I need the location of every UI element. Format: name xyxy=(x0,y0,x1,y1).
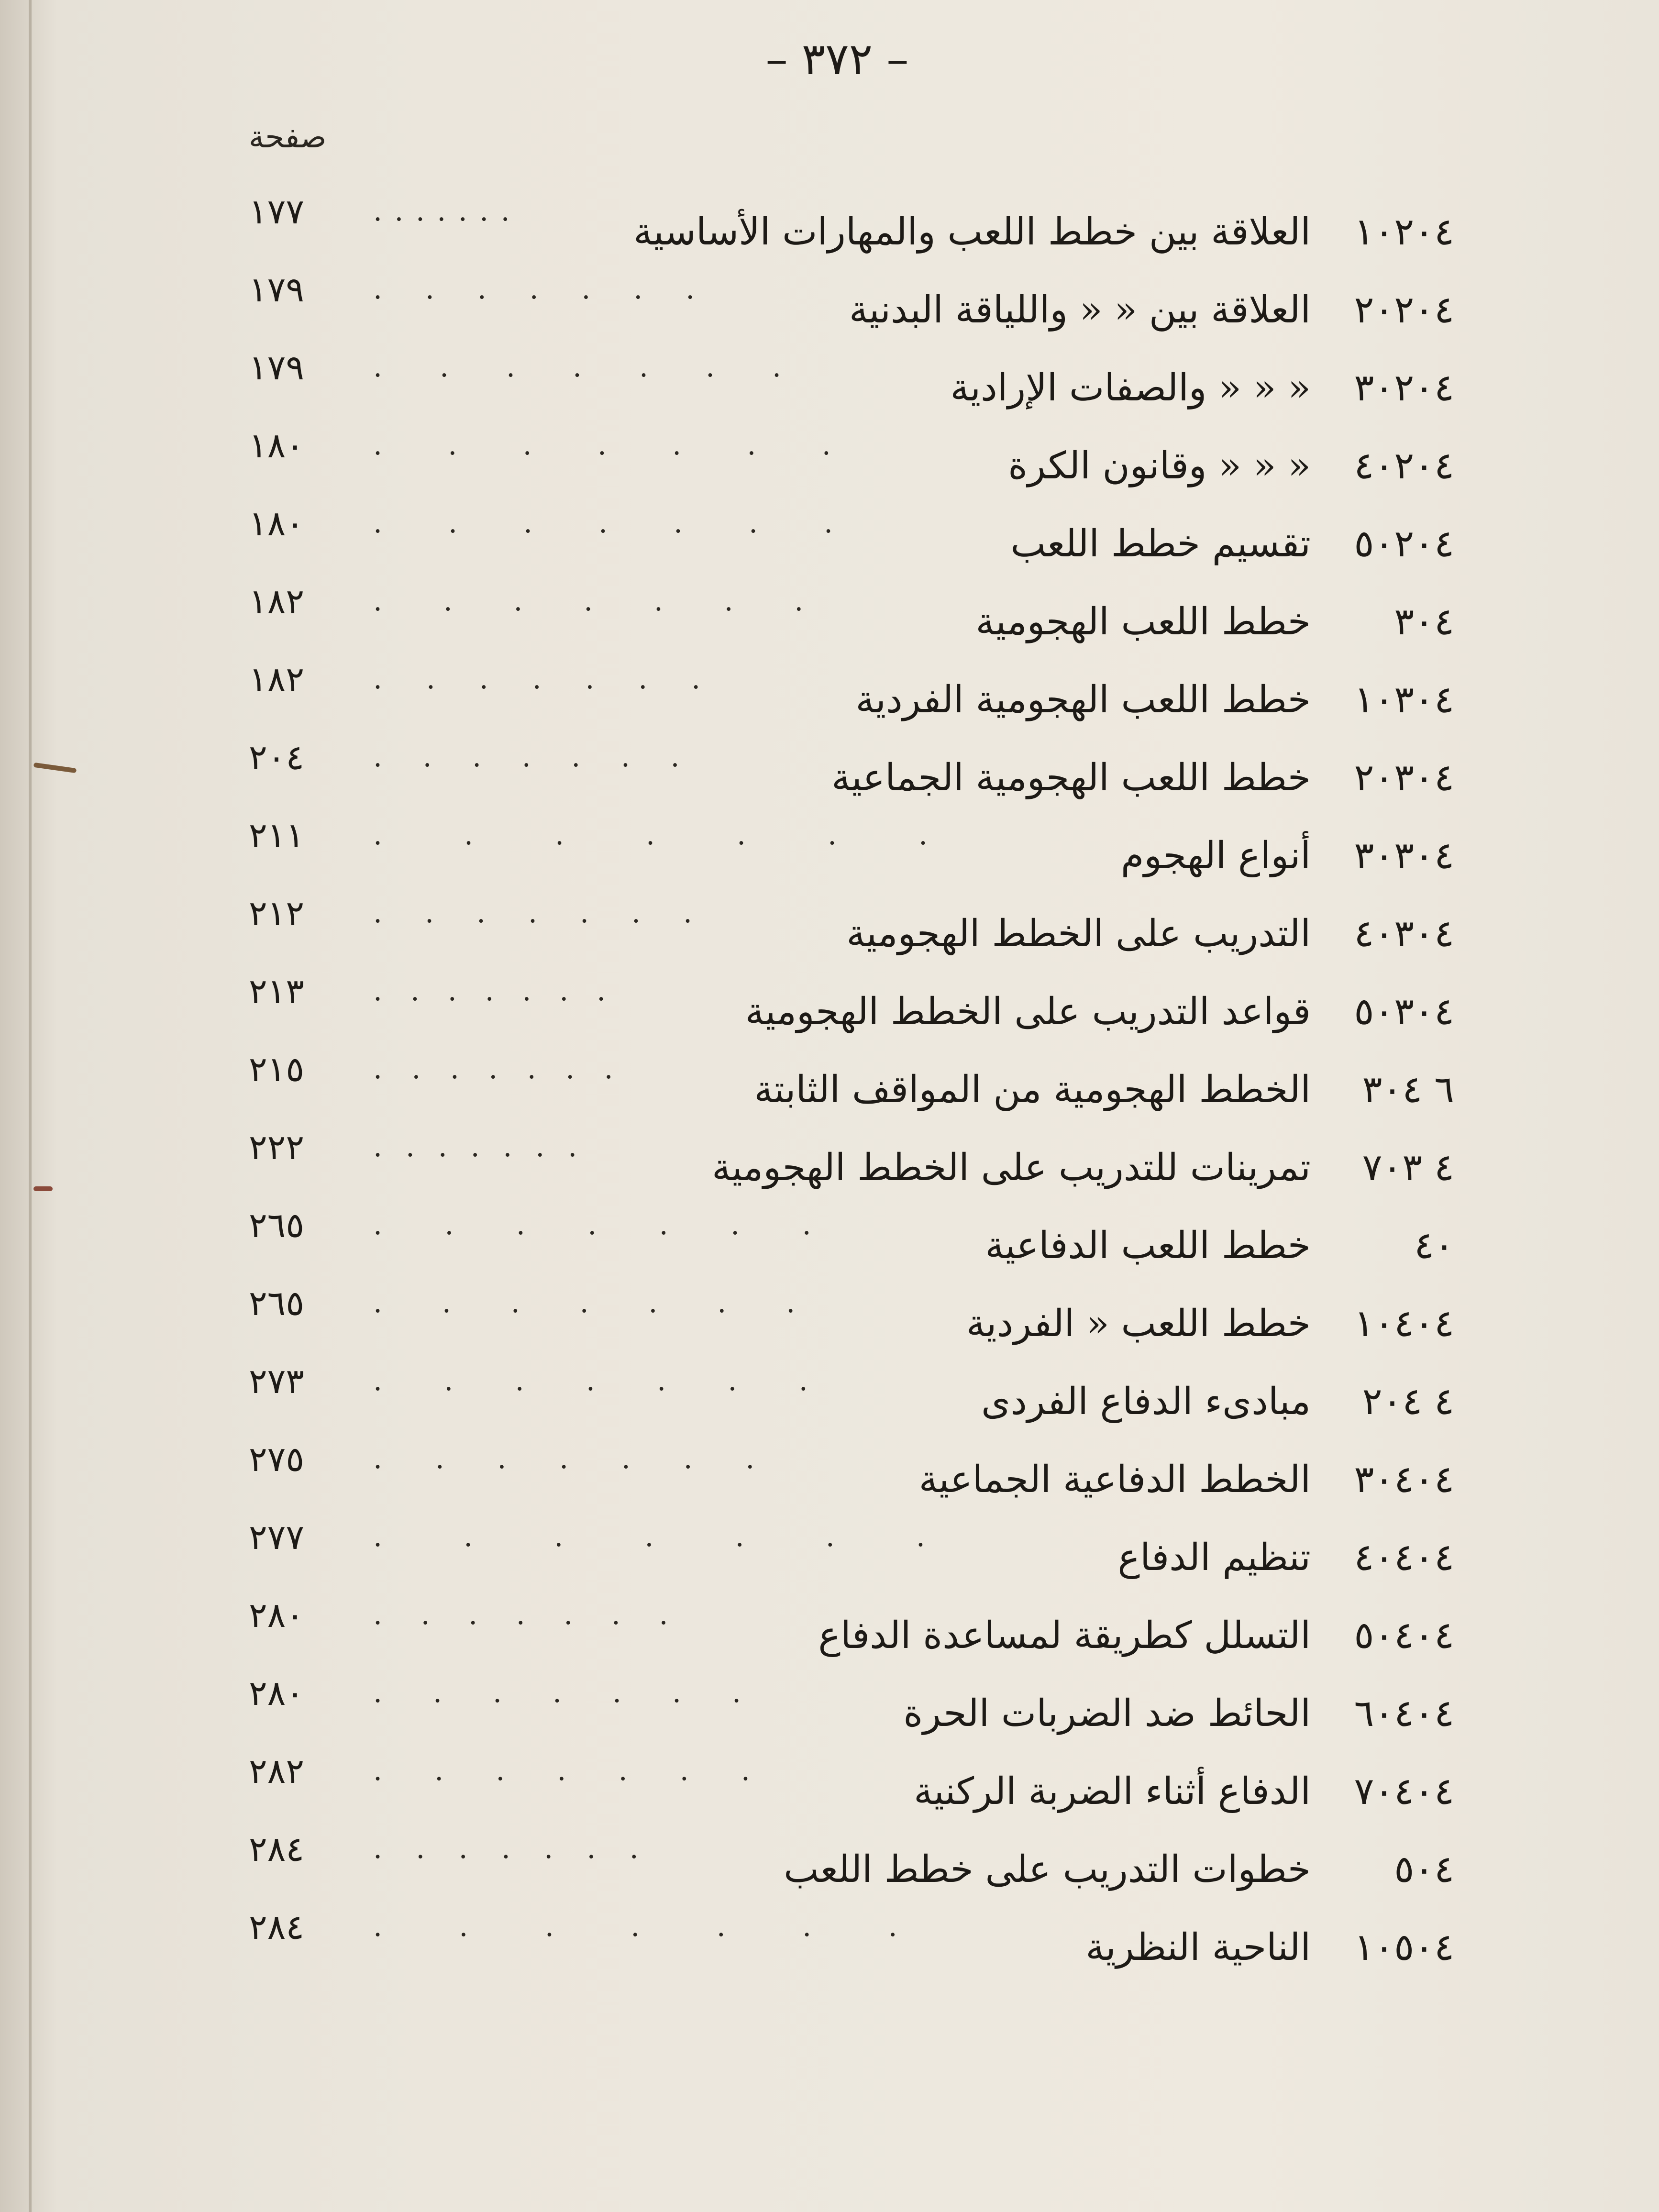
toc-section-number: ١٠٢٠٤ xyxy=(1354,210,1454,254)
toc-row xyxy=(249,1673,1454,1745)
toc-row xyxy=(249,1361,1454,1433)
toc-entry xyxy=(849,288,1454,332)
toc-section-number: ٥٠٢٠٤ xyxy=(1354,522,1454,565)
toc-leader-dots: . . . . . . . xyxy=(373,1286,821,1315)
toc-entry xyxy=(1010,522,1454,565)
toc-page-number: ٢١٥ xyxy=(249,1049,305,1089)
toc-leader-dots: . . . . . . . xyxy=(373,584,830,613)
toc-entry xyxy=(818,1614,1454,1657)
toc-page-number: ١٨٠ xyxy=(249,425,305,465)
toc-section-title: الخطط الدفاعية الجماعية xyxy=(918,1458,1311,1501)
toc-entry xyxy=(846,912,1454,955)
toc-section-number: ٤٠٢٠٤ xyxy=(1354,444,1454,487)
toc-leader-dots: . . . . . . . xyxy=(373,1364,834,1393)
toc-leader-dots: . . . . . . . xyxy=(373,1598,683,1626)
toc-page-number: ٢١١ xyxy=(249,815,305,855)
toc-entry xyxy=(754,1068,1454,1111)
toc-leader-dots: . . . . . . . xyxy=(373,974,616,1003)
toc-page-number: ٢٦٥ xyxy=(249,1205,305,1245)
toc-entry xyxy=(745,990,1454,1033)
toc-page-number: ٢٧٥ xyxy=(249,1439,305,1479)
toc-section-number: ١٠٤٠٤ xyxy=(1354,1302,1454,1345)
toc-section-title: خطط اللعب الهجومية xyxy=(975,600,1311,643)
toc-leader-dots: . . . . . . . xyxy=(373,194,511,223)
toc-row xyxy=(249,347,1454,419)
toc-row xyxy=(249,1517,1454,1589)
toc-entry xyxy=(1118,1536,1454,1579)
toc-page-number: ٢١٣ xyxy=(249,971,305,1011)
toc-leader-dots: . . . . . . . xyxy=(373,1208,838,1237)
toc-leader-dots: . . . . . . . xyxy=(373,1676,762,1704)
toc-section-number: ٥٠٤٠٤ xyxy=(1354,1614,1454,1657)
toc-leader-dots: . . . . . . . xyxy=(373,428,859,457)
toc-section-title: التسلل كطريقة لمساعدة الدفاع xyxy=(818,1614,1311,1657)
toc-row xyxy=(249,971,1454,1043)
toc-entry xyxy=(951,366,1455,409)
toc-leader-dots: . . . . . . . xyxy=(373,1442,777,1471)
toc-section-number: ٧٠٤٠٤ xyxy=(1354,1770,1454,1813)
toc-section-number: ٤٠٣٠٤ xyxy=(1354,912,1454,955)
toc-entry xyxy=(919,1458,1454,1501)
toc-section-number: ١٠٥٠٤ xyxy=(1354,1926,1454,1969)
toc-section-number: ٢٠٢٠٤ xyxy=(1354,288,1454,332)
toc-section-title: خطط اللعب الدفاعية xyxy=(985,1224,1311,1267)
toc-section-number: ٦٠٤٠٤ xyxy=(1354,1692,1454,1735)
toc-section-number: ٥٠٣٠٤ xyxy=(1354,990,1454,1033)
toc-section-title: العلاقة بين « « واللياقة البدنية xyxy=(849,288,1311,332)
toc-page-number: ٢٢٢ xyxy=(249,1127,305,1167)
toc-leader-dots: . . . . . . . xyxy=(373,1832,651,1860)
toc-page-number: ٢١٢ xyxy=(249,893,305,933)
toc-leader-dots: . . . . . . . xyxy=(373,1910,931,1938)
toc-entry xyxy=(914,1770,1454,1813)
toc-section-title: أنواع الهجوم xyxy=(1120,834,1311,877)
toc-section-title: « « « والصفات الإرادية xyxy=(950,366,1311,409)
toc-page-number: ٢٨٢ xyxy=(249,1751,305,1791)
toc-page-number: ٢٦٥ xyxy=(249,1283,305,1323)
toc-row xyxy=(249,1595,1454,1667)
page-number: – ٣٧٢ – xyxy=(765,33,909,85)
toc-page-number: ١٧٩ xyxy=(249,347,305,387)
toc-page-number: ٢٨٤ xyxy=(249,1907,305,1947)
toc-entry xyxy=(633,210,1454,254)
toc-leader-dots: . . . . . . . xyxy=(373,506,862,535)
toc-section-title: تقسيم خطط اللعب xyxy=(1010,522,1311,565)
toc-leader-dots: . . . . . . . xyxy=(373,1754,772,1782)
toc-entry xyxy=(966,1302,1454,1345)
toc-section-number: ٤٠ xyxy=(1414,1224,1454,1267)
toc-row xyxy=(249,659,1454,731)
toc-entry xyxy=(1008,444,1454,487)
toc-page-number: ١٨٢ xyxy=(249,581,305,621)
toc-section-title: مبادىء الدفاع الفردى xyxy=(981,1380,1311,1423)
toc-section-title: الحائط ضد الضربات الحرة xyxy=(903,1692,1311,1735)
toc-section-number: ٥٠٤ xyxy=(1394,1848,1454,1891)
toc-entry xyxy=(712,1146,1454,1189)
toc-section-number: ٣٠٤ xyxy=(1394,600,1454,643)
toc-row xyxy=(249,1829,1454,1901)
toc-section-number: ٤ ٧٠٣ xyxy=(1362,1146,1454,1189)
toc-row xyxy=(249,1049,1454,1121)
toc-row xyxy=(249,269,1454,341)
toc-row xyxy=(249,737,1454,809)
toc-section-title: خطط اللعب الهجومية الجماعية xyxy=(831,756,1311,799)
toc-section-title: تمرينات للتدريب على الخطط الهجومية xyxy=(712,1146,1311,1189)
toc-row xyxy=(249,1907,1454,1979)
toc-section-title: الناحية النظرية xyxy=(1085,1926,1311,1969)
toc-row xyxy=(249,1439,1454,1511)
toc-leader-dots: . . . . . . . xyxy=(373,1052,623,1081)
toc-section-number: ٢٠٣٠٤ xyxy=(1354,756,1454,799)
toc-row xyxy=(249,1751,1454,1823)
toc-section-title: خطط اللعب « الفردية xyxy=(966,1302,1311,1345)
toc-section-number: ٦ ٣٠٤ xyxy=(1362,1068,1454,1111)
toc-section-number: ٤٠٤٠٤ xyxy=(1354,1536,1454,1579)
toc-row xyxy=(249,893,1454,965)
toc-section-title: خطوات التدريب على خطط اللعب xyxy=(784,1848,1311,1891)
toc-page-number: ١٨٢ xyxy=(249,659,305,699)
toc-entry xyxy=(903,1692,1454,1735)
toc-section-title: العلاقة بين خطط اللعب والمهارات الأساسية xyxy=(633,210,1311,254)
toc-entry xyxy=(784,1848,1454,1891)
toc-entry xyxy=(1085,1926,1454,1969)
toc-leader-dots: . . . . . . . xyxy=(373,740,696,769)
toc-leader-dots: . . . . . . . xyxy=(373,350,806,379)
toc-page-number: ٢٨٠ xyxy=(249,1673,305,1713)
toc-section-title: الخطط الهجومية من المواقف الثابتة xyxy=(754,1068,1311,1111)
toc-row xyxy=(249,1127,1454,1199)
toc-row xyxy=(249,815,1454,887)
toc-page-number: ٢٨٤ xyxy=(249,1829,305,1869)
toc-entry xyxy=(985,1224,1454,1267)
toc-section-number: ٣٠٣٠٤ xyxy=(1354,834,1454,877)
toc-section-title: التدريب على الخطط الهجومية xyxy=(846,912,1311,955)
toc-entry xyxy=(981,1380,1454,1423)
toc-entry xyxy=(831,756,1454,799)
page-column-label: صفحة xyxy=(249,120,327,155)
toc-section-number: ٤ ٢٠٤ xyxy=(1362,1380,1454,1423)
toc-section-number: ٣٠٤٠٤ xyxy=(1354,1458,1454,1501)
toc-page-number: ٢٨٠ xyxy=(249,1595,305,1635)
toc-page-number: ١٧٩ xyxy=(249,269,305,310)
toc-row xyxy=(249,1283,1454,1355)
toc-leader-dots: . . . . . . . xyxy=(373,896,709,925)
toc-section-number: ٣٠٢٠٤ xyxy=(1354,366,1454,409)
toc-page-number: ٢٠٤ xyxy=(249,737,305,777)
toc-leader-dots: . . . . . . . xyxy=(373,1520,962,1548)
toc-row xyxy=(249,1205,1454,1277)
toc-leader-dots: . . . . . . . xyxy=(373,1130,585,1159)
toc-entry xyxy=(856,678,1454,721)
toc-page-number: ٢٧٧ xyxy=(249,1517,305,1557)
toc-row xyxy=(249,425,1454,497)
toc-section-title: الدفاع أثناء الضربة الركنية xyxy=(914,1770,1311,1813)
toc-entry xyxy=(976,600,1454,643)
toc-page-number: ١٧٧ xyxy=(249,191,305,232)
toc-section-title: « « « وقانون الكرة xyxy=(1008,444,1311,487)
toc-row xyxy=(249,581,1454,653)
toc-leader-dots: . . . . . . . xyxy=(373,272,712,301)
toc-page-number: ١٨٠ xyxy=(249,503,305,543)
toc-leader-dots: . . . . . . . xyxy=(373,662,718,691)
toc-section-number: ١٠٣٠٤ xyxy=(1354,678,1454,721)
toc-leader-dots: . . . . . . . xyxy=(373,818,964,847)
toc-section-title: تنظيم الدفاع xyxy=(1117,1536,1311,1579)
toc-section-title: قواعد التدريب على الخطط الهجومية xyxy=(745,990,1311,1033)
toc-page-number: ٢٧٣ xyxy=(249,1361,305,1401)
toc-entry xyxy=(1121,834,1454,877)
toc-row xyxy=(249,191,1454,263)
toc-section-title: خطط اللعب الهجومية الفردية xyxy=(855,678,1311,721)
toc-row xyxy=(249,503,1454,575)
